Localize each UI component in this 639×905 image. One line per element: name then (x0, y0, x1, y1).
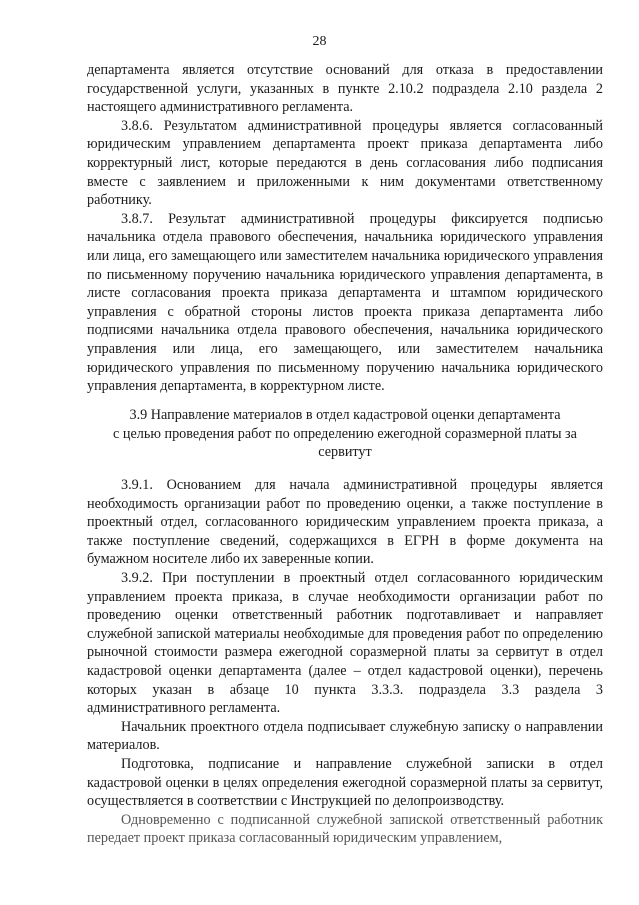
paragraph-signing: Начальник проектного отдела подписывает служебную записку о направлении материалов. (87, 718, 603, 754)
heading-line: сервитут (318, 444, 372, 461)
heading-line: 3.9 Направление материалов в отдел кадастровой оценки департамента (129, 407, 561, 423)
paragraph-simultaneously: Одновременно с подписанной служебной запиской ответственный работник передает проект приказа согласованный юридическим управлением, (87, 811, 603, 847)
section-heading-3-9 (87, 406, 603, 462)
text-block-bottom (87, 476, 603, 848)
page-number: 28 (312, 34, 327, 49)
paragraph-preparation: Подготовка, подписание и направление служебной записки в отдел кадастровой оценки в целях определения ежегодной соразмерной платы за сервитут, осуществляется в соответствии с Инструкцией по делопроизводству. (87, 755, 603, 810)
paragraph-3-8-6: 3.8.6. Результатом административной процедуры является согласованный юридическим управлением департамента проект приказа департамента либо корректурный лист, которые передаются в день согласования либо подписания вместе с заявлением и приложенными к ним документами ответственному работнику. (87, 117, 603, 209)
paragraph-3-8-7: 3.8.7. Результат административной процедуры фиксируется подписью начальника отдела правового обеспечения, начальника юридического управления или лица, его замещающего или заместителем начальника юридического управления по письменному поручению начальника юридического управления департамента, в листе согласования проекта приказа департамента и штампом юридического управления с обратной стороны листов проекта приказа департамента либо подписями начальника отдела правового обеспечения, начальника юридического управления или лица, его замещающего, или заместителем начальника юридического управления по письменному поручению начальника юридического управления департамента, в корректурном листе. (87, 210, 603, 395)
paragraph-3-9-1: 3.9.1. Основанием для начала административной процедуры является необходимость организации работ по проведению оценки, а также поступление в проектный отдел, согласованного юридическим управлением проекта приказа, а также поступление сведений, содержащихся в ЕГРН в форме документа на бумажном носителе либо их заверенные копии. (87, 477, 603, 568)
text-block-top (87, 61, 603, 396)
heading-line: с целью проведения работ по определению ежегодной соразмерной платы за (113, 425, 577, 442)
paragraph-continuation: департамента является отсутствие оснований для отказа в предоставлении государственной услуги, указанных в пункте 2.10.2 подраздела 2.10 раздела 2 настоящего административного регламента. (87, 62, 603, 116)
paragraph-3-9-2: 3.9.2. При поступлении в проектный отдел согласованного юридическим управлением проекта приказа, в случае необходимости организации работ по проведению оценки ответственный работник подготавливает и направляет служебной запиской материалы необходимые для проведения работ по определению рыночной стоимости размера ежегодной соразмерной платы за сервитут в отдел кадастровой оценки департамента (далее – отдел кадастровой оценки), перечень которых указан в абзаце 10 пункта 3.3.3. подраздела 3.3 раздела 3 административного регламента. (87, 569, 603, 717)
